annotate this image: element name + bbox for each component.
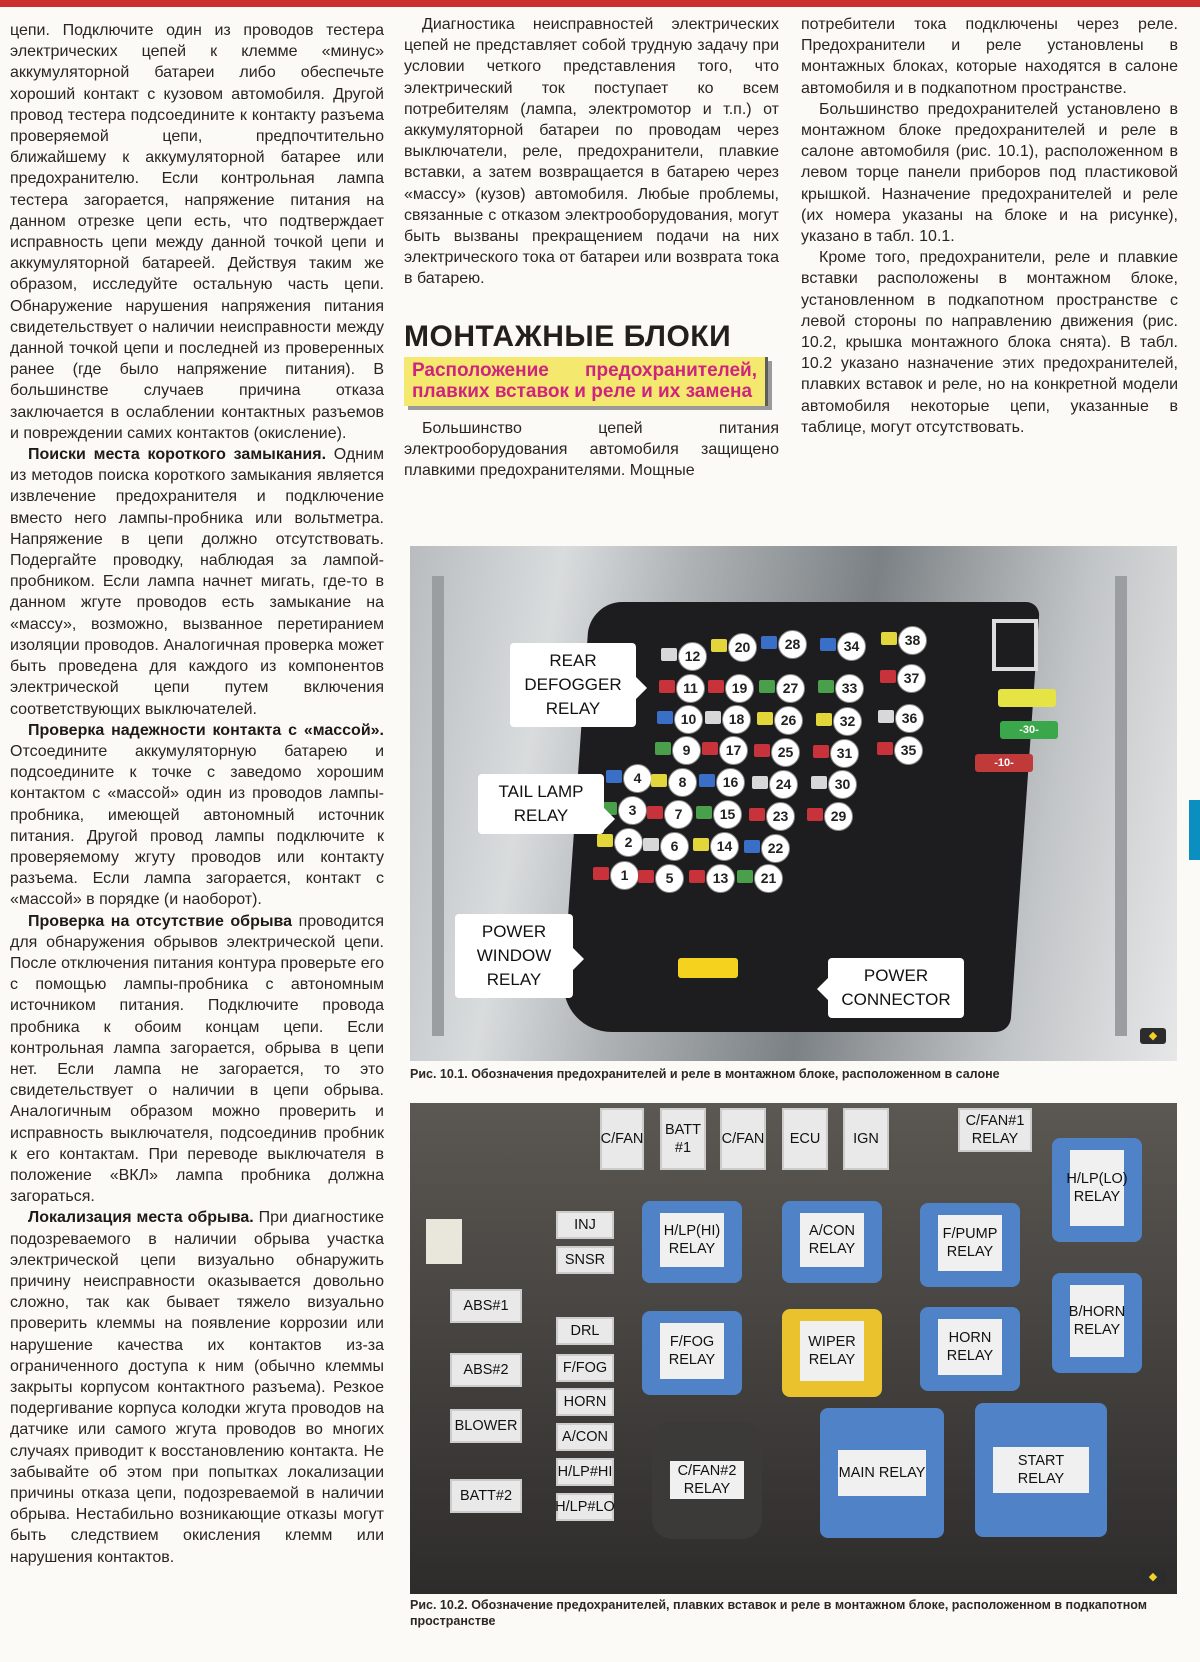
fuse-14-clip xyxy=(693,838,709,851)
figure-10-1-caption: Рис. 10.1. Обозначения предохранителей и реле в монтажном блоке, расположенном в салоне xyxy=(410,1067,1000,1081)
inline-heading: Проверка на отсутствие обрыва xyxy=(28,912,293,930)
paragraph: Диагностика неисправностей электрических цепей не представляет собой трудную задачу при условии четкого представления того, что электрический ток поступает ко всем потребителям (лампа, электромотор и т.п.) от аккумуляторной батареи по проводам через выключатели, реле, предохранители, плавкие вставки, а затем возвращается в батарею через «массу» (кузов) автомобиля. Любые проблемы, связанные с отказом электрооборудования, могут быть вызваны прекращением подачи на них электрического тока от батареи или возврата тока в батарею. xyxy=(404,16,779,288)
relay-hlp-lo: H/LP(LO) RELAY xyxy=(1052,1138,1142,1242)
fuse-10-clip xyxy=(657,711,673,724)
fuse-16-clip xyxy=(699,774,715,787)
power-connector-label: POWER CONNECTOR xyxy=(828,958,964,1018)
fuse-23-clip xyxy=(749,808,765,821)
fuse-ign: IGN xyxy=(843,1108,889,1170)
fuse-6-clip xyxy=(643,838,659,851)
fuse-amp-30: -30- xyxy=(1000,721,1058,739)
relay-fpump: F/PUMP RELAY xyxy=(920,1203,1020,1287)
chapter-tab xyxy=(1189,800,1200,860)
paragraph: Проверка на отсутствие обрыва проводится для обнаружения обрывов электрической цепи. После отключения питания контура проверьте его с помощью лампы-пробника с автономным источником питания. Подключите провода пробника к обоим концам цепи. Если контрольная лампа загорается, обрыва в цепи нет. Если лампа не загорается, то это свидетельствует о наличии в цепи обрыва. Аналогичным образом можно проверить и исправность выключателя, подсоединив пробник к его контактам. При переводе выключателя в положение «ВКЛ» лампа пробника должна загораться. xyxy=(10,912,385,1206)
relay-cfan1: C/FAN#1 RELAY xyxy=(958,1108,1032,1152)
fuse-37-clip xyxy=(880,670,896,683)
fuse-26-number: 26 xyxy=(774,706,803,735)
top-rule xyxy=(0,0,1200,7)
fuse-27-number: 27 xyxy=(776,674,805,703)
fuse-32-clip xyxy=(816,713,832,726)
fuse-34-clip xyxy=(820,638,836,651)
paragraph: Большинство цепей питания электрооборудования автомобиля защищено плавкими предохранителями. Мощные xyxy=(404,419,779,480)
publisher-logo: ◆ xyxy=(1140,1028,1166,1044)
fuse-acon: A/CON xyxy=(556,1423,614,1451)
fuse-34-number: 34 xyxy=(837,632,866,661)
relay-hlp-hi: H/LP(HI) RELAY xyxy=(642,1201,742,1283)
white-fuse xyxy=(426,1219,462,1264)
fuse-ecu: ECU xyxy=(782,1108,828,1170)
middle-column xyxy=(404,14,779,481)
fuse-24-number: 24 xyxy=(769,770,798,799)
fuse-27-clip xyxy=(759,680,775,693)
relay-ffog: F/FOG RELAY xyxy=(642,1311,742,1395)
fuse-21-clip xyxy=(737,870,753,883)
fuse-13-clip xyxy=(689,870,705,883)
power-window-relay-label: POWER WINDOW RELAY xyxy=(455,914,573,998)
relay-horn: HORN RELAY xyxy=(920,1307,1020,1391)
fuse-17-clip xyxy=(702,742,718,755)
fuse-horn: HORN xyxy=(556,1388,614,1416)
fuse-20-clip xyxy=(711,639,727,652)
subheading-box: Расположение предохранителей, плавких вставок и реле и их замена xyxy=(404,357,768,406)
fuse-12-clip xyxy=(661,648,677,661)
fuse-38-clip xyxy=(881,632,897,645)
fuse-4-clip xyxy=(606,770,622,783)
fuse-2-clip xyxy=(597,834,613,847)
fuse-16-number: 16 xyxy=(716,768,745,797)
paragraph: Кроме того, предохранители, реле и плавкие вставки расположены в монтажном блоке, установленном в подкапотном пространстве с левой стороны по направлению движения (рис. 10.2, крышка монтажного блока снята). В табл. 10.2 указано назначение этих предохранителей, плавких вставок и реле, но на конкретной модели автомобиля некоторые цепи, указанные в таблице, могут отсутствовать. xyxy=(801,249,1178,436)
relay-start: START RELAY xyxy=(975,1403,1107,1537)
fuse-hlp-hi: H/LP#HI xyxy=(556,1458,614,1486)
fusible-link-batt2: BATT#2 xyxy=(450,1479,522,1513)
paragraph: Поиски места короткого замыкания. Одним из методов поиска короткого замыкания является извлечение предохранителя и подключение вместо него лампы-пробника или вольтметра. Напряжение в цепи должно отсутствовать. Подергайте проводку, наблюдая за лампой-пробником. Если лампа начнет мигать, где-то в данном жгуте проводов есть замыкание на «массу», возможно, вызванное перетиранием изоляции проводов. Аналогичная проверка может быть проведена для каждого из компонентов электрической цепи путем включения соответствующих выключателей. xyxy=(10,446,384,718)
fuse-7-clip xyxy=(647,806,663,819)
fuse-36-number: 36 xyxy=(895,704,924,733)
fuse-batt1: BATT #1 xyxy=(660,1108,706,1170)
figure-10-2-photo xyxy=(410,1103,1177,1594)
fuse-14-number: 14 xyxy=(710,832,739,861)
fuse-13-number: 13 xyxy=(706,864,735,893)
fuse-cfan-2: C/FAN xyxy=(720,1108,766,1170)
rear-defogger-relay-label: REAR DEFOGGER RELAY xyxy=(510,643,636,727)
fuse-9-clip xyxy=(655,742,671,755)
fuse-hlp-lo: H/LP#LO xyxy=(556,1493,614,1521)
fuse-21-number: 21 xyxy=(754,864,783,893)
section-heading: МОНТАЖНЫЕ БЛОКИ xyxy=(404,319,732,353)
paragraph: Большинство предохранителей установлено в монтажном блоке предохранителей и реле в салоне автомобиля (рис. 10.1), расположенном в левом торце панели приборов под пластиковой крышкой. Назначение предохранителей и реле (их номера указаны на блоке и на рисунке), указано в табл. 10.1. xyxy=(801,100,1178,246)
fuse-15-number: 15 xyxy=(713,800,742,829)
relay-acon: A/CON RELAY xyxy=(782,1201,882,1283)
panel-rail xyxy=(432,576,444,1036)
fuse-1-number: 1 xyxy=(610,861,639,890)
fuse-11-number: 11 xyxy=(676,674,705,703)
fuse-30-clip xyxy=(811,776,827,789)
fuse-3-number: 3 xyxy=(618,796,647,825)
fuse-amp-10: -10- xyxy=(975,754,1033,772)
fuse-amp-yellow xyxy=(998,689,1056,707)
fuse-38-number: 38 xyxy=(898,626,927,655)
paragraph: потребители тока подключены через реле. Предохранители и реле установлены в монтажных блоках, которые находятся в салоне автомобиля и в подкапотном пространстве. xyxy=(801,16,1178,97)
fuse-8-clip xyxy=(651,774,667,787)
publisher-logo: ◆ xyxy=(1140,1569,1166,1585)
fuse-28-number: 28 xyxy=(778,630,807,659)
fuse-35-number: 35 xyxy=(894,736,923,765)
fusible-link-blower: BLOWER xyxy=(450,1409,522,1443)
relay-socket xyxy=(992,619,1038,671)
fuse-23-number: 23 xyxy=(766,802,795,831)
fuse-10-number: 10 xyxy=(674,705,703,734)
fuse-33-number: 33 xyxy=(835,674,864,703)
fuse-25-clip xyxy=(754,744,770,757)
fuse-12-number: 12 xyxy=(678,642,707,671)
fuse-4-number: 4 xyxy=(623,764,652,793)
fuse-31-number: 31 xyxy=(830,739,859,768)
fuse-19-number: 19 xyxy=(725,674,754,703)
panel-rail xyxy=(1115,576,1127,1036)
paragraph: цепи. Подключите один из проводов тестера электрических цепей к клемме «минус» аккумуляторной батареи либо обеспечьте хороший контакт с кузовом автомобиля. Другой провод тестера подсоедините к контакту разъема проверяемой цепи, предпочтительно ближайшему к аккумуляторной батарее или предохранителю. Если контрольная лампа тестера загорается, напряжение питания на данном отрезке цепи есть, что подтверждает исправность цепи между данной точкой цепи и аккумуляторной батареей. Действуя таким же образом, исследуйте остальную часть цепи. Обнаружение нарушения напряжения питания свидетельствует о наличии неисправности между данной точкой цепи и последней из проверенных ранее (где было напряжение питания). В большинстве случаев причина отказа заключается в ослаблении контактных разъемов и повреждении самих контактов (окисление). xyxy=(10,22,384,442)
fuse-22-clip xyxy=(744,840,760,853)
paragraph: Локализация места обрыва. При диагностике подозреваемого в наличии обрыва участка электрической цепи визуально обнаружить причину неисправности оказывается довольно сложно, так как бывает тяжело визуально проверить клеммы на появление коррозии или нарушение качества их контактов из-за ограниченного доступа к ним (обычно клеммы закрыты корпусом контактного разъема). Резкое подергивание корпуса колодки жгута проводов на датчике или самого жгута проводов во многих случаях приводит к восстановлению контакта. Не забывайте об этом при попытках локализации причины отказа цепи, подозреваемой в наличии обрыва. Нестабильно возникающие отказы могут быть следствием окисления клемм или нарушения контактов. xyxy=(10,1209,384,1566)
fuse-22-number: 22 xyxy=(761,834,790,863)
fuse-33-clip xyxy=(818,680,834,693)
figure-10-1-photo xyxy=(410,546,1177,1061)
relay-main: MAIN RELAY xyxy=(820,1408,944,1538)
power-connector-plug xyxy=(678,958,738,978)
fuse-26-clip xyxy=(757,712,773,725)
inline-heading: Проверка надежности контакта с «массой». xyxy=(28,721,384,739)
fuse-snsr: SNSR xyxy=(556,1246,614,1274)
fuse-9-number: 9 xyxy=(672,736,701,765)
relay-bhorn: B/HORN RELAY xyxy=(1052,1273,1142,1373)
fuse-cfan: C/FAN xyxy=(600,1108,644,1170)
fuse-11-clip xyxy=(659,680,675,693)
fuse-8-number: 8 xyxy=(668,768,697,797)
fuse-6-number: 6 xyxy=(660,832,689,861)
right-column xyxy=(801,14,1178,438)
fuse-19-clip xyxy=(708,680,724,693)
fuse-29-number: 29 xyxy=(824,802,853,831)
fuse-36-clip xyxy=(878,710,894,723)
inline-heading: Поиски места короткого замыкания. xyxy=(28,446,327,464)
fuse-2-number: 2 xyxy=(614,828,643,857)
fuse-18-clip xyxy=(705,711,721,724)
fuse-1-clip xyxy=(593,867,609,880)
fuse-18-number: 18 xyxy=(722,705,751,734)
fuse-35-clip xyxy=(877,742,893,755)
fuse-25-number: 25 xyxy=(771,738,800,767)
fuse-31-clip xyxy=(813,745,829,758)
fuse-37-number: 37 xyxy=(897,664,926,693)
fusible-link-abs1: ABS#1 xyxy=(450,1289,522,1323)
fuse-5-clip xyxy=(638,870,654,883)
fuse-7-number: 7 xyxy=(664,800,693,829)
fuse-5-number: 5 xyxy=(655,864,684,893)
fusible-link-abs2: ABS#2 xyxy=(450,1353,522,1387)
fuse-24-clip xyxy=(752,776,768,789)
inline-heading: Локализация места обрыва. xyxy=(28,1209,254,1227)
fuse-inj: INJ xyxy=(556,1211,614,1239)
paragraph: Проверка надежности контакта с «массой». Отсоедините аккумуляторную батарею и подсоедините к точке с заведомо хорошим контактом с «массой» один из проводов лампы-пробника, имеющей автономный источник питания. Другой провод лампы подключите к проверяемому жгуту проводов или контакту разъема. Если лампа загорается, контакт с «массой» в порядке (и наоборот). xyxy=(10,721,384,909)
fuse-17-number: 17 xyxy=(719,736,748,765)
fuse-ffog: F/FOG xyxy=(556,1354,614,1382)
fuse-32-number: 32 xyxy=(833,707,862,736)
fuse-20-number: 20 xyxy=(728,633,757,662)
left-column xyxy=(10,20,384,1568)
relay-wiper: WIPER RELAY xyxy=(782,1309,882,1397)
fuse-15-clip xyxy=(696,806,712,819)
figure-10-2-caption: Рис. 10.2. Обозначение предохранителей, плавких вставок и реле в монтажном блоке, расположенном в подкапотном пространстве xyxy=(410,1598,1147,1628)
fuse-30-number: 30 xyxy=(828,770,857,799)
fuse-drl: DRL xyxy=(556,1317,614,1345)
fuse-29-clip xyxy=(807,808,823,821)
tail-lamp-relay-label: TAIL LAMP RELAY xyxy=(478,774,604,834)
fuse-28-clip xyxy=(761,636,777,649)
relay-cfan2: C/FAN#2 RELAY xyxy=(652,1421,762,1539)
